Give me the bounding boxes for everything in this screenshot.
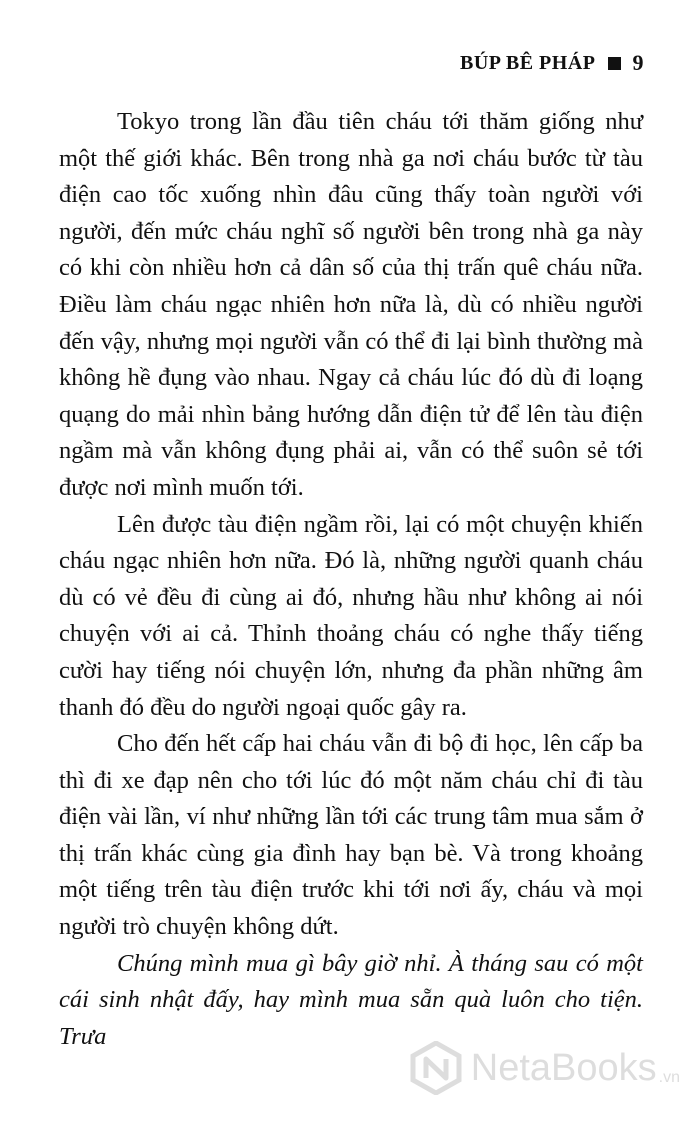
watermark-suffix: .vn: [658, 1069, 680, 1086]
body-text: [59, 104, 643, 1055]
page-number: 9: [632, 50, 644, 75]
paragraph-1: Tokyo trong lần đầu tiên cháu tới thăm giống như một thế giới khác. Bên trong nhà ga nơi cháu bước từ tàu điện cao tốc xuống nhìn đâu cũng thấy toàn người với người, đến mức cháu nghĩ số người bên trong nhà ga này có khi còn nhiều hơn cả dân số của thị trấn quê cháu nữa. Điều làm cháu ngạc nhiên hơn nữa là, dù có nhiều người đến vậy, nhưng mọi người vẫn có thể đi lại bình thường mà không hề đụng vào nhau. Ngay cả cháu lúc đó dù đi loạng quạng do mải nhìn bảng hướng dẫn điện tử để lên tàu điện ngầm mà vẫn không đụng phải ai, vẫn có thể suôn sẻ tới được nơi mình muốn tới.: [59, 108, 643, 501]
paragraph-2: Lên được tàu điện ngầm rồi, lại có một chuyện khiến cháu ngạc nhiên hơn nữa. Đó là, những người quanh cháu dù có vẻ đều đi cùng ai đó, nhưng hầu như không ai nói chuyện với ai cả. Thỉnh thoảng cháu có nghe thấy tiếng cười hay tiếng nói chuyện lớn, nhưng đa phần những âm thanh đó đều do người ngoại quốc gây ra.: [59, 510, 643, 721]
paragraph-4-italic: Chúng mình mua gì bây giờ nhỉ. À tháng sau có một cái sinh nhật đấy, hay mình mua sẵn quà luôn cho tiện. Trưa: [59, 949, 643, 1050]
square-bullet-icon: [608, 57, 621, 70]
netabooks-logo-icon: [409, 1041, 463, 1095]
watermark: [409, 1041, 680, 1095]
running-header: [460, 50, 644, 76]
paragraph-3: Cho đến hết cấp hai cháu vẫn đi bộ đi học, lên cấp ba thì đi xe đạp nên cho tới lúc đó một năm cháu chỉ đi tàu điện vài lần, ví như những lần tới các trung tâm mua sắm ở thị trấn khác cùng gia đình hay bạn bè. Và trong khoảng một tiếng trên tàu điện trước khi tới nơi ấy, cháu và mọi người trò chuyện không dứt.: [59, 730, 643, 941]
watermark-brand: NetaBooks: [470, 1046, 657, 1089]
running-title: BÚP BÊ PHÁP: [459, 51, 596, 74]
